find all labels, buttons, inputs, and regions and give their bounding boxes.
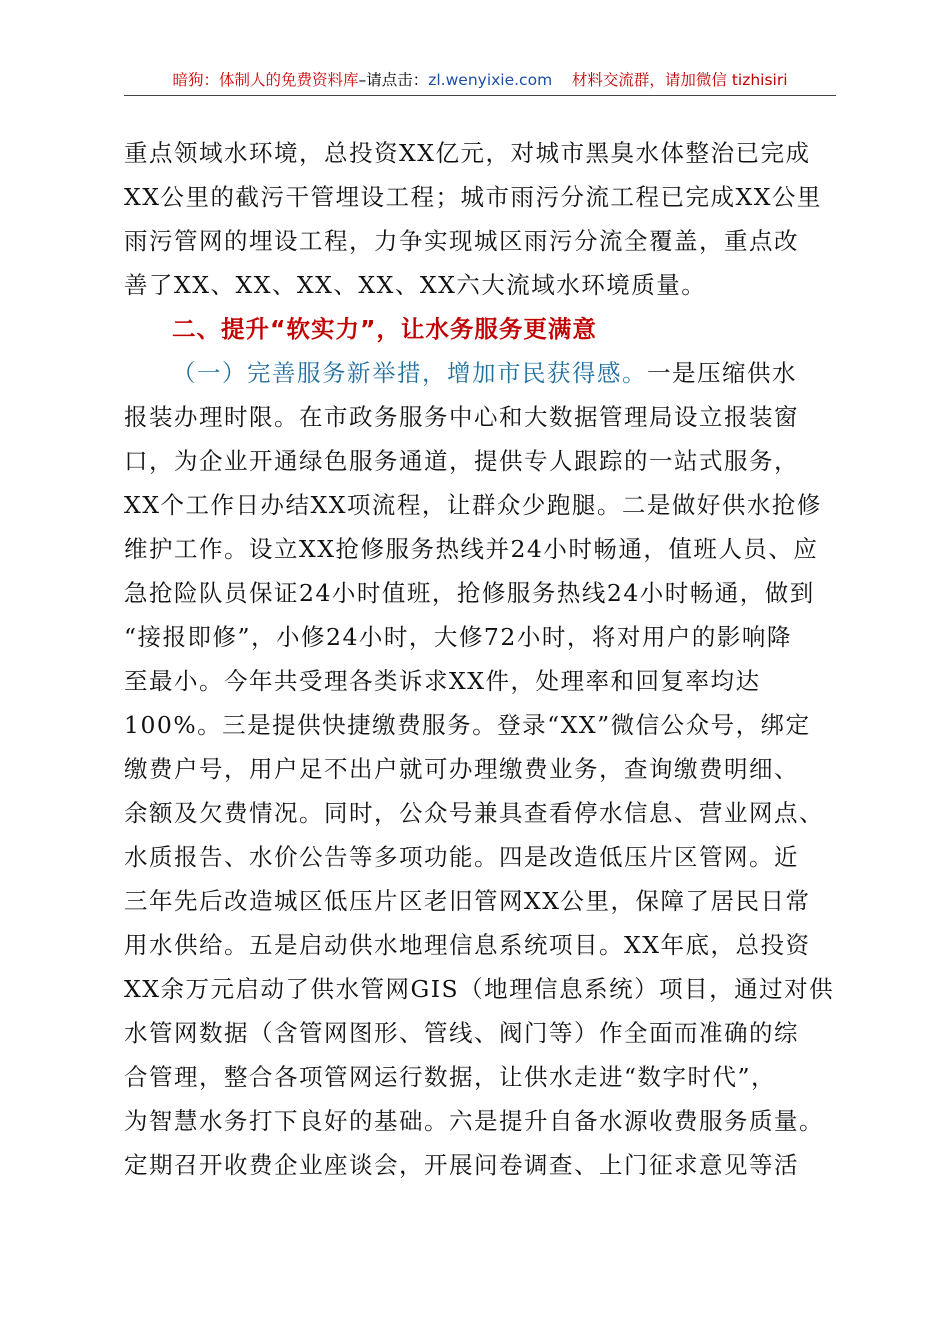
- header-watermark-text: 暗狗：体制人的免费资料库: [172, 71, 359, 89]
- text-line: 雨污管网的埋设工程，力争实现城区雨污分流全覆盖，重点改: [124, 227, 799, 255]
- header-site-link[interactable]: zl.wenyixie.com: [428, 71, 553, 89]
- text-line: 定期召开收费企业座谈会，开展问卷调查、上门征求意见等活: [124, 1151, 799, 1179]
- document-body: [124, 131, 844, 1187]
- text-line: 为智慧水务打下良好的基础。六是提升自备水源收费服务质量。: [124, 1107, 824, 1135]
- text-line: 口，为企业开通绿色服务通道，提供专人跟踪的一站式服务，: [124, 447, 799, 475]
- section-heading: 二、提升“软实力”，让水务服务更满意: [172, 315, 597, 343]
- text-line: 水管网数据（含管网图形、管线、阀门等）作全面而准确的综: [124, 1019, 799, 1047]
- header-wechat-note: 材料交流群，请加微信 tizhisiri: [571, 71, 788, 89]
- text-line: 余额及欠费情况。同时，公众号兼具查看停水信息、营业网点、: [124, 799, 824, 827]
- text-line: XX余万元启动了供水管网GIS（地理信息系统）项目，通过对供: [124, 975, 835, 1003]
- subsection-first-line: [124, 351, 844, 395]
- text-line: 报装办理时限。在市政务服务中心和大数据管理局设立报装窗: [124, 403, 799, 431]
- text-line: 至最小。今年共受理各类诉求XX件，处理率和回复率均达: [124, 667, 761, 695]
- page-header: [124, 66, 836, 94]
- text-line: XX个工作日办结XX项流程，让群众少跑腿。二是做好供水抢修: [124, 491, 822, 519]
- text-line: 三年先后改造城区低压片区老旧管网XX公里，保障了居民日常: [124, 887, 811, 915]
- subsection-title: （一）完善服务新举措，增加市民获得感。: [172, 359, 647, 387]
- text-line: 缴费户号，用户足不出户就可办理缴费业务，查询缴费明细、: [124, 755, 799, 783]
- header-click-label: –请点击：: [358, 71, 429, 89]
- text-line: “接报即修”，小修24小时，大修72小时，将对用户的影响降: [124, 623, 792, 651]
- text-line: XX公里的截污干管埋设工程；城市雨污分流工程已完成XX公里: [124, 183, 822, 211]
- text-line: 急抢险队员保证24小时值班，抢修服务热线24小时畅通，做到: [124, 579, 815, 607]
- text-line: 100%。三是提供快捷缴费服务。登录“XX”微信公众号，绑定: [124, 711, 811, 739]
- header-divider: [124, 95, 836, 96]
- text-line: 用水供给。五是启动供水地理信息系统项目。XX年底，总投资: [124, 931, 811, 959]
- text-line: 善了XX、XX、XX、XX、XX六大流域水环境质量。: [124, 271, 707, 299]
- text-line: 水质报告、水价公告等多项功能。四是改造低压片区管网。近: [124, 843, 799, 871]
- text-line: 合管理，整合各项管网运行数据，让供水走进“数字时代”，: [124, 1063, 777, 1091]
- text-line: 维护工作。设立XX抢修服务热线并24小时畅通，值班人员、应: [124, 535, 819, 563]
- subsection-first-line-text: 一是压缩供水: [647, 359, 797, 387]
- text-line: 重点领域水环境，总投资XX亿元，对城市黑臭水体整治已完成: [124, 139, 811, 167]
